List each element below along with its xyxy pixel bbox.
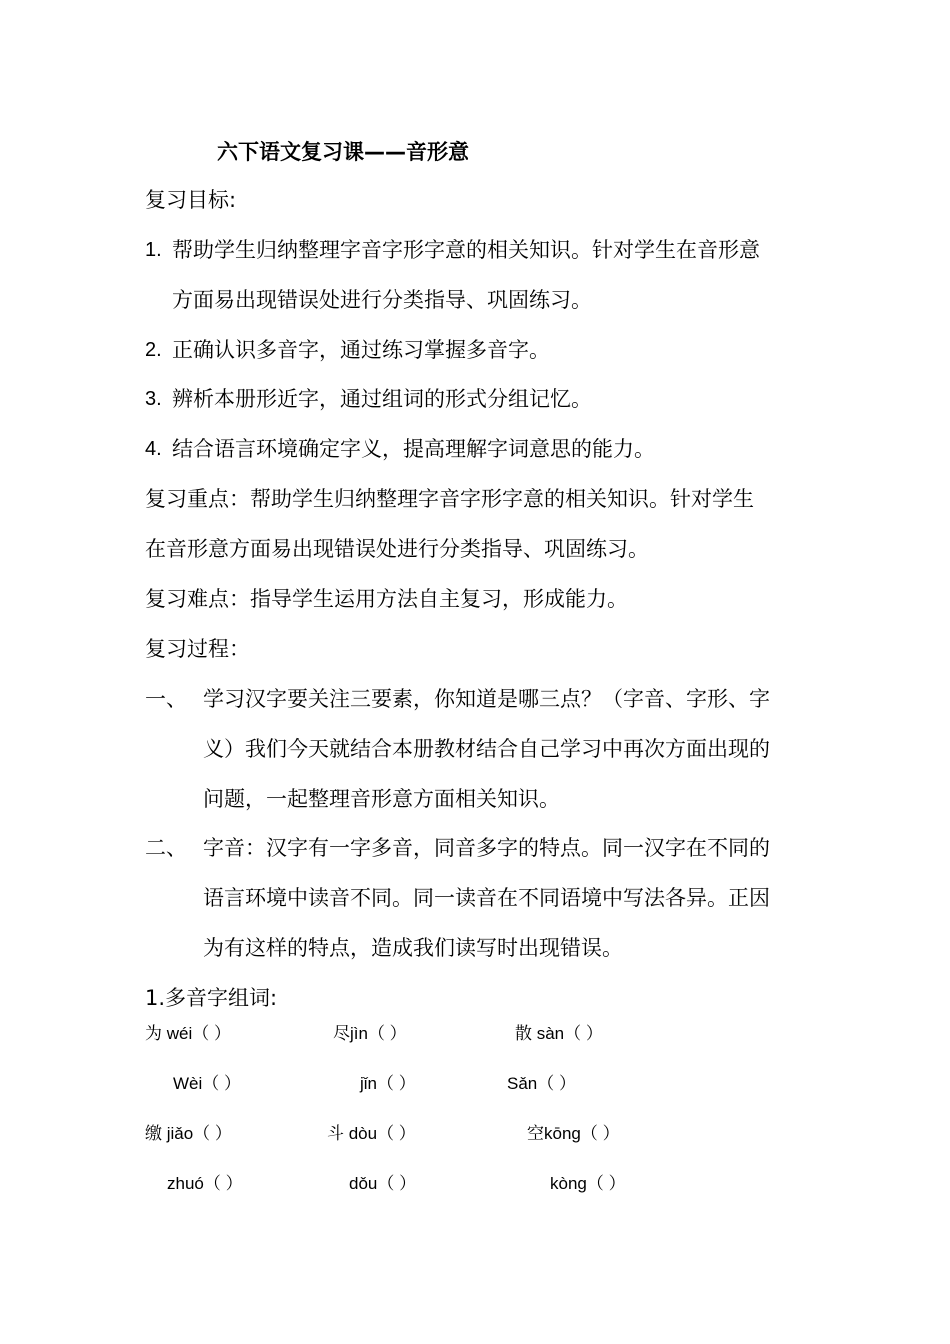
exercise-cell: dǒu（ ） bbox=[349, 1174, 417, 1193]
goal-number: 3. bbox=[145, 388, 162, 410]
step-text-line: 义）我们今天就结合本册教材结合自己学习中再次方面出现的 bbox=[203, 737, 770, 761]
exercise-cell: 斗 dòu（ ） bbox=[327, 1124, 416, 1143]
goal-number: 2. bbox=[145, 339, 162, 361]
exercise-heading: 1.多音字组词: bbox=[145, 986, 278, 1010]
exercise-cell: jǐn（ ） bbox=[360, 1074, 416, 1093]
step-text-line: 为有这样的特点，造成我们读写时出现错误。 bbox=[203, 936, 623, 960]
exercise-cell: 散 sàn（ ） bbox=[515, 1024, 603, 1043]
step-text-line: 字音：汉字有一字多音，同音多字的特点。同一汉字在不同的 bbox=[203, 836, 770, 860]
exercise-cell: Wèi（ ） bbox=[173, 1074, 241, 1093]
goals-heading: 复习目标: bbox=[145, 188, 237, 212]
step-number: 二、 bbox=[145, 836, 187, 860]
goal-text-line: 帮助学生归纳整理字音字形字意的相关知识。针对学生在音形意 bbox=[172, 238, 760, 262]
focus-line: 在音形意方面易出现错误处进行分类指导、巩固练习。 bbox=[145, 537, 649, 561]
step-text-line: 语言环境中读音不同。同一读音在不同语境中写法各异。正因 bbox=[203, 886, 770, 910]
exercise-cell: kòng（ ） bbox=[550, 1174, 626, 1193]
step-text-line: 学习汉字要关注三要素，你知道是哪三点？（字音、字形、字 bbox=[203, 687, 770, 711]
exercise-cell: 缴 jiǎo（ ） bbox=[145, 1124, 232, 1143]
goal-text-line: 方面易出现错误处进行分类指导、巩固练习。 bbox=[172, 288, 592, 312]
step-text-line: 问题，一起整理音形意方面相关知识。 bbox=[203, 787, 560, 811]
difficulty-line: 复习难点：指导学生运用方法自主复习，形成能力。 bbox=[145, 587, 628, 611]
goal-text-line: 辨析本册形近字，通过组词的形式分组记忆。 bbox=[172, 387, 592, 411]
exercise-cell: 尽jìn（ ） bbox=[333, 1024, 407, 1043]
goal-text-line: 结合语言环境确定字义，提高理解字词意思的能力。 bbox=[172, 437, 655, 461]
exercise-cell: Sǎn（ ） bbox=[507, 1074, 576, 1093]
exercise-cell: zhuó（ ） bbox=[167, 1174, 243, 1193]
exercise-cell: 为 wéi（ ） bbox=[145, 1024, 231, 1043]
step-number: 一、 bbox=[145, 687, 187, 711]
document-title: 六下语文复习课——音形意 bbox=[217, 140, 469, 164]
focus-line: 复习重点：帮助学生归纳整理字音字形字意的相关知识。针对学生 bbox=[145, 487, 754, 511]
process-heading: 复习过程： bbox=[145, 637, 250, 661]
goal-text-line: 正确认识多音字，通过练习掌握多音字。 bbox=[172, 338, 550, 362]
exercise-cell: 空kōng（ ） bbox=[527, 1124, 620, 1143]
goal-number: 4. bbox=[145, 438, 162, 460]
goal-number: 1. bbox=[145, 239, 162, 261]
